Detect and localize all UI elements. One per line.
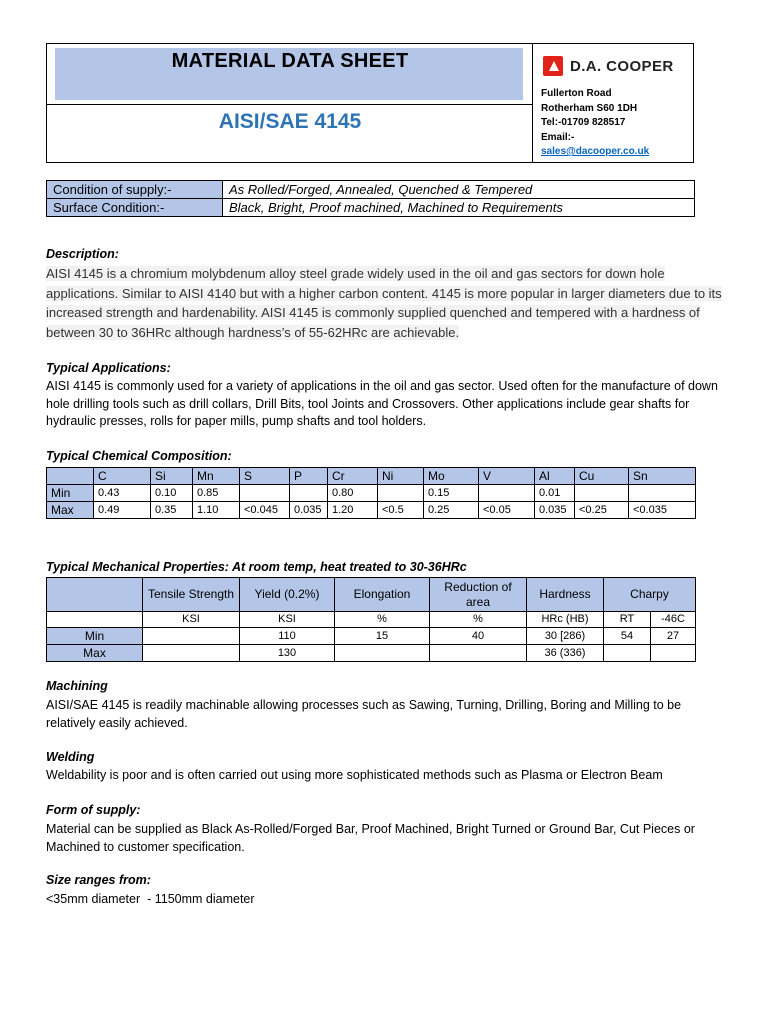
table-cell	[604, 645, 651, 662]
table-row	[47, 181, 695, 199]
table-cell	[629, 485, 696, 502]
table-cell: 0.035	[290, 502, 328, 519]
table-cell: 0.43	[94, 485, 151, 502]
header-box	[46, 43, 694, 163]
address-line1: Fullerton Road	[541, 88, 612, 99]
column-header: Reduction of area	[430, 578, 527, 612]
table-cell	[479, 485, 535, 502]
table-cell: 36 (336)	[527, 645, 604, 662]
element-header: C	[94, 468, 151, 485]
company-panel	[533, 44, 693, 162]
unit-cell: RT	[604, 612, 651, 628]
element-header: Cu	[575, 468, 629, 485]
page-title: MATERIAL DATA SHEET	[171, 50, 409, 72]
table-row	[47, 502, 696, 519]
unit-cell: KSI	[143, 612, 240, 628]
unit-cell: KSI	[240, 612, 335, 628]
logo-text: D.A. COOPER	[570, 57, 674, 75]
size-ranges-heading: Size ranges from:	[46, 873, 151, 887]
table-row	[47, 645, 696, 662]
table-cell: <0.25	[575, 502, 629, 519]
supply-value: Black, Bright, Proof machined, Machined to Requirements	[223, 199, 695, 217]
table-cell: 0.15	[424, 485, 479, 502]
element-header: Mo	[424, 468, 479, 485]
form-of-supply-heading: Form of supply:	[46, 803, 141, 817]
table-cell: 54	[604, 628, 651, 645]
table-cell: <0.045	[240, 502, 290, 519]
welding-heading: Welding	[46, 750, 95, 764]
table-cell: 0.49	[94, 502, 151, 519]
table-cell: <0.05	[479, 502, 535, 519]
table-cell	[575, 485, 629, 502]
table-cell: <0.035	[629, 502, 696, 519]
applications-heading: Typical Applications:	[46, 361, 171, 375]
column-header: Hardness	[527, 578, 604, 612]
size-ranges-text: <35mm diameter - 1150mm diameter	[46, 892, 255, 906]
table-row	[47, 485, 696, 502]
applications-text: AISI 4145 is commonly used for a variety of applications in the oil and gas sector. Used often for the manufacture of down hole drilling tools such as drill collars, Drill Bits, tool Joints and Crossovers. Other applications include gear shafts for hydraulic presses, rolls for paper mills, pump shafts and tool holders.	[46, 379, 718, 428]
table-row	[47, 578, 696, 612]
address-line2: Rotherham S60 1DH	[541, 102, 638, 114]
table-cell: 1.10	[193, 502, 240, 519]
column-header: Charpy	[604, 578, 696, 612]
table-cell: 15	[335, 628, 430, 645]
unit-cell: %	[335, 612, 430, 628]
mechanical-table	[46, 577, 696, 662]
row-label: Max	[47, 502, 94, 519]
column-header: Yield (0.2%)	[240, 578, 335, 612]
supply-label: Condition of supply:-	[47, 181, 223, 199]
header-divider	[47, 104, 532, 105]
element-header: Mn	[193, 468, 240, 485]
company-logo	[543, 56, 674, 76]
description-body: AISI 4145 is a chromium molybdenum alloy steel grade widely used in the oil and gas sectors for down hole applications. Similar to AISI 4140 but with a higher carbon content. 4145 is more popular in larger diameters due to its increased strength and hardenability. AISI 4145 is commonly supplied quenched and tempered with a hardness of between 30 to 36HRc although hardness’s of 55-62HRc are achievable.	[46, 266, 722, 340]
column-header: Tensile Strength	[143, 578, 240, 612]
corner-cell	[47, 468, 94, 485]
email-link[interactable]: sales@dacooper.co.uk	[541, 146, 650, 157]
element-header: Cr	[328, 468, 378, 485]
table-row	[47, 612, 696, 628]
unit-cell: HRc (HB)	[527, 612, 604, 628]
table-cell: 0.35	[151, 502, 193, 519]
table-row	[47, 468, 696, 485]
table-cell	[430, 645, 527, 662]
table-cell: 27	[651, 628, 696, 645]
table-cell	[651, 645, 696, 662]
unit-cell: %	[430, 612, 527, 628]
company-address	[541, 87, 649, 160]
row-label: Max	[47, 645, 143, 662]
table-cell	[143, 645, 240, 662]
machining-heading: Machining	[46, 679, 108, 693]
table-cell: 130	[240, 645, 335, 662]
welding-text: Weldability is poor and is often carried out using more sophisticated methods such as Plasma or Electron Beam	[46, 768, 663, 782]
element-header: Si	[151, 468, 193, 485]
table-cell	[143, 628, 240, 645]
logo-mark-icon	[543, 56, 563, 76]
element-header: S	[240, 468, 290, 485]
element-header: P	[290, 468, 328, 485]
mechanical-heading: Typical Mechanical Properties: At room temp, heat treated to 30-36HRc	[46, 560, 467, 574]
unit-cell: -46C	[651, 612, 696, 628]
email-label: Email:-	[541, 131, 575, 143]
column-header: Elongation	[335, 578, 430, 612]
supply-table	[46, 180, 695, 217]
element-header: Ni	[378, 468, 424, 485]
supply-value: As Rolled/Forged, Annealed, Quenched & Tempered	[223, 181, 695, 199]
supply-label: Surface Condition:-	[47, 199, 223, 217]
chemical-table	[46, 467, 696, 519]
table-cell	[240, 485, 290, 502]
machining-text: AISI/SAE 4145 is readily machinable allowing processes such as Sawing, Turning, Drilling, Boring and Milling to be relatively easily achieved.	[46, 698, 682, 730]
chemical-heading: Typical Chemical Composition:	[46, 449, 232, 463]
table-cell: 0.035	[535, 502, 575, 519]
table-cell: 40	[430, 628, 527, 645]
table-cell	[335, 645, 430, 662]
row-label: Min	[47, 485, 94, 502]
element-header: Sn	[629, 468, 696, 485]
table-cell: 0.80	[328, 485, 378, 502]
row-label: Min	[47, 628, 143, 645]
description-heading: Description:	[46, 247, 119, 261]
corner-cell	[47, 578, 143, 612]
form-of-supply-text: Material can be supplied as Black As-Rolled/Forged Bar, Proof Machined, Bright Turned or Ground Bar, Cut Pieces or Machined to customer specification.	[46, 822, 695, 854]
description-text	[46, 264, 722, 342]
table-cell: 0.85	[193, 485, 240, 502]
grade-title: AISI/SAE 4145	[218, 110, 362, 133]
table-cell: 0.10	[151, 485, 193, 502]
table-row	[47, 199, 695, 217]
table-cell	[47, 612, 143, 628]
table-cell: 0.25	[424, 502, 479, 519]
table-cell: 1.20	[328, 502, 378, 519]
table-cell: 110	[240, 628, 335, 645]
element-header: V	[479, 468, 535, 485]
table-row	[47, 628, 696, 645]
table-cell	[290, 485, 328, 502]
table-cell	[378, 485, 424, 502]
telephone: Tel:-01709 828517	[541, 117, 626, 128]
header-title-panel	[47, 44, 533, 162]
table-cell: <0.5	[378, 502, 424, 519]
table-cell: 0.01	[535, 485, 575, 502]
table-cell: 30 [286)	[527, 628, 604, 645]
element-header: Al	[535, 468, 575, 485]
